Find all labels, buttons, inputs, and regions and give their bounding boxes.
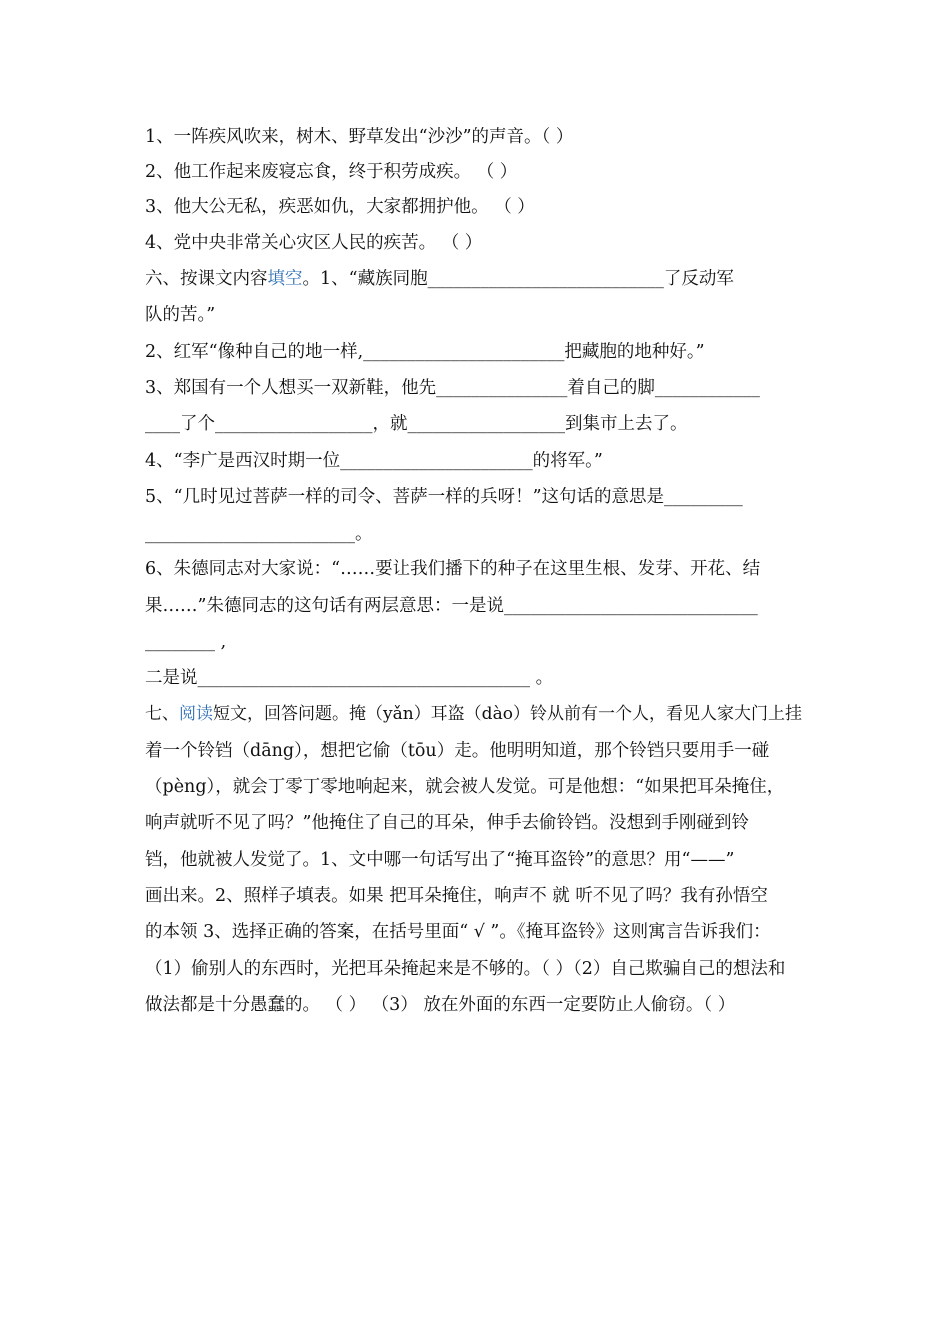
section-6-q6-line-4: 二是说______________________________________ 。: [145, 668, 554, 688]
section-7-heading: 短文，回答问题。掩（yǎn）耳盗（dào）铃从前有一个人，看见人家大门上挂: [213, 704, 802, 724]
reading-link[interactable]: 阅读: [179, 704, 213, 724]
section-6-q6-line-2: 果……”朱德同志的这句话有两层意思：一是说_____________________________: [145, 596, 758, 616]
question-5-item-2: 2、他工作起来废寝忘食，终于积劳成疾。 （ ）: [145, 162, 518, 182]
section-6-q6-line-1: 6、朱德同志对大家说：“……要让我们播下的种子在这里生根、发芽、开花、结: [145, 559, 761, 579]
section-7-line-3: （pèng），就会丁零丁零地响起来，就会被人发觉。可是他想：“如果把耳朵掩住，: [145, 777, 785, 797]
section-7-line-9: 做法都是十分愚蠢的。 （ ） （3） 放在外面的东西一定要防止人偷窃。（ ）: [145, 995, 736, 1015]
section-7-line-7: 的本领 3、选择正确的答案，在括号里面“ √ ”。《掩耳盗铃》这则寓言告诉我们：: [145, 922, 771, 942]
section-7-line-6: 画出来。2、照样子填表。如果 把耳朵掩住，响声不 就 听不见了吗？我有孙悟空: [145, 886, 768, 906]
section-6-q2: 2、红军“像种自己的地一样,_______________________把藏胞的地种好。”: [145, 342, 705, 362]
question-5-item-1: 1、一阵疾风吹来，树木、野草发出“沙沙”的声音。（ ）: [145, 127, 574, 147]
section-7-line-2: 着一个铃铛（dāng），想把它偷（tōu）走。他明明知道，那个铃铛只要用手一碰: [145, 741, 770, 761]
section-7-line-4: 响声就听不见了吗？”他掩住了自己的耳朵，伸手去偷铃铛。没想到手刚碰到铃: [145, 813, 749, 833]
section-6-line-1: [145, 267, 810, 291]
section-7-number: 七、: [145, 704, 179, 724]
section-6-q6-line-3: ________ ,: [145, 632, 227, 652]
question-5-item-3: 3、他大公无私，疾恶如仇，大家都拥护他。 （ ）: [145, 197, 535, 217]
section-6-heading: 六、按课文内容: [145, 269, 268, 289]
section-6-q5-line-2: ________________________。: [145, 524, 373, 544]
fill-blank-link[interactable]: 填空: [267, 269, 303, 289]
section-6-q1: 。1、“藏族同胞___________________________了反动军: [302, 269, 734, 289]
section-6-line-2: 队的苦。”: [145, 305, 216, 325]
section-6-q4: 4、“李广是西汉时期一位______________________的将军。”: [145, 451, 603, 471]
section-6-q3-line-2: ____了个__________________，就__________________到集市上去了。: [145, 414, 688, 434]
section-6-q5-line-1: 5、“几时见过菩萨一样的司令、菩萨一样的兵呀！”这句话的意思是_________: [145, 487, 743, 507]
section-7-line-5: 铛，他就被人发觉了。1、文中哪一句话写出了“掩耳盗铃”的意思？用“——”: [145, 850, 735, 870]
question-5-item-4: 4、党中央非常关心灾区人民的疾苦。 （ ）: [145, 233, 483, 253]
section-7-line-1: [145, 702, 810, 726]
section-7-line-8: （1）偷别人的东西时，光把耳朵掩起来是不够的。（ ）（2）自己欺骗自己的想法和: [145, 959, 786, 979]
section-6-q3-line-1: 3、郑国有一个人想买一双新鞋，他先_______________着自己的脚____________: [145, 378, 760, 398]
